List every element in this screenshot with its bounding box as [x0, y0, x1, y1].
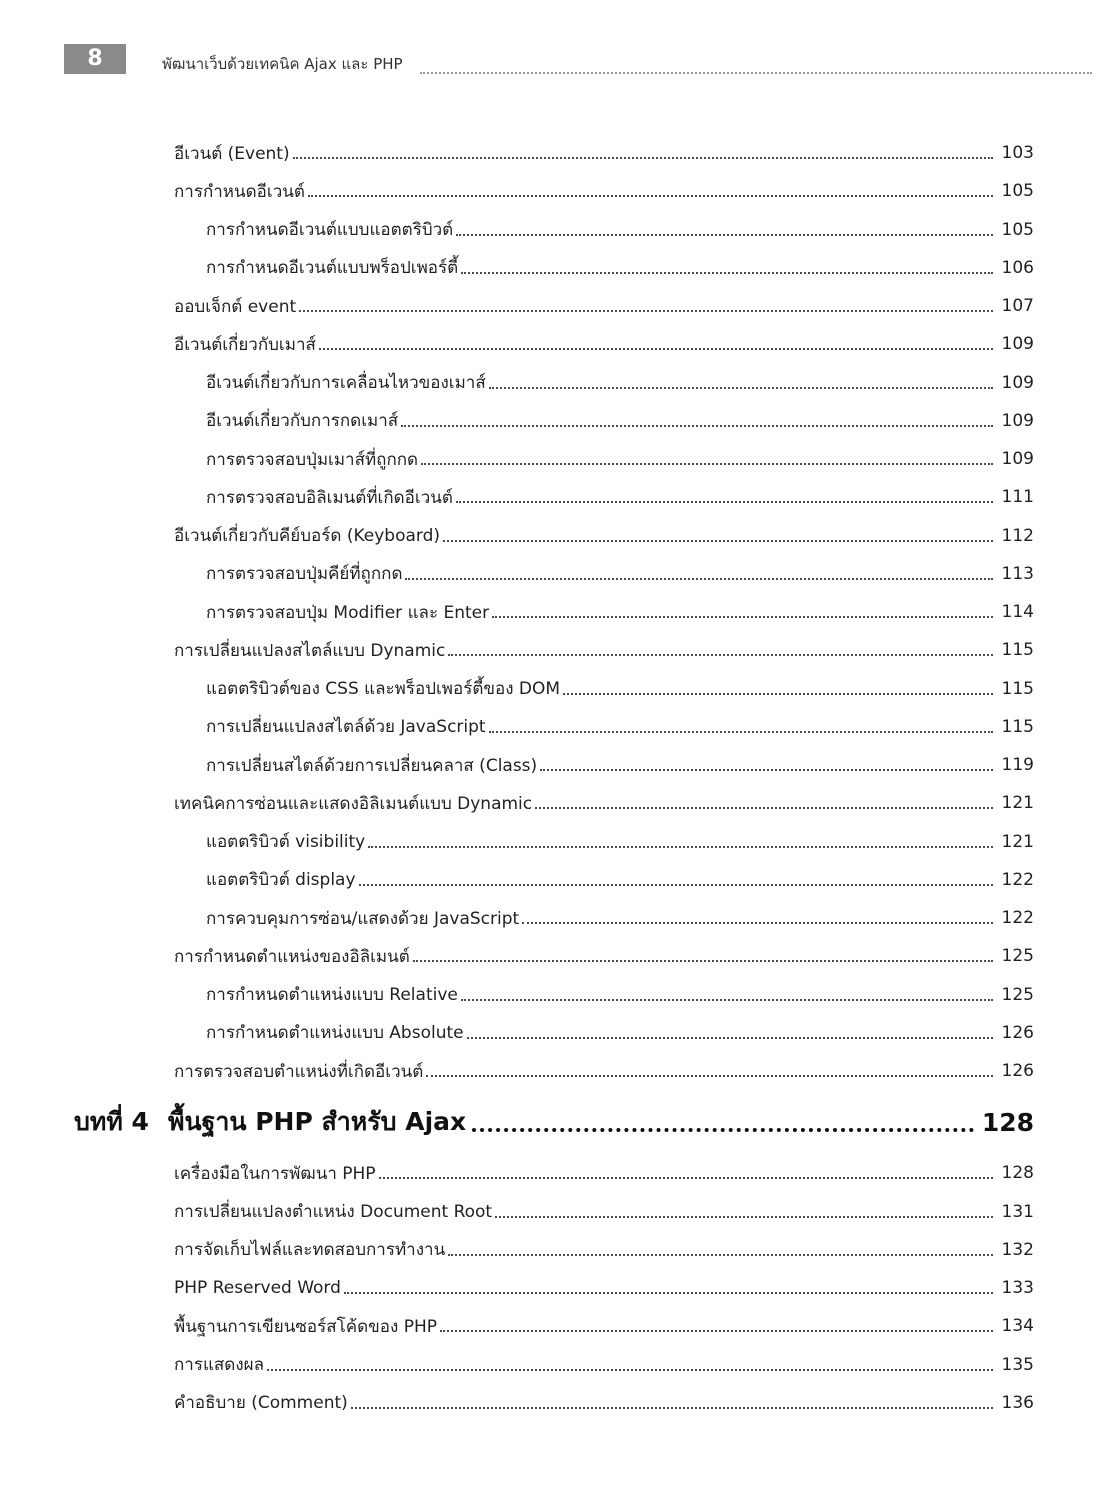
toc-entry-title: การตรวจสอบปุ่มเมาส์ที่ถูกกด: [206, 449, 419, 470]
toc-entry: [0, 1269, 1102, 1307]
toc-entry-page-number: 103: [1001, 143, 1034, 164]
toc-entry: [0, 746, 1102, 784]
dot-leader: [456, 500, 993, 503]
toc-entry-page-number: 109: [1001, 449, 1034, 470]
toc-entry-title: การควบคุมการซ่อน/แสดงด้วย JavaScript: [206, 908, 520, 929]
dot-leader: [443, 539, 993, 542]
dot-leader: [401, 424, 993, 427]
toc-entry-title: การกำหนดตำแหน่งแบบ Absolute: [206, 1023, 464, 1044]
dot-leader: [456, 233, 993, 236]
dot-leader: [448, 653, 993, 656]
toc-entry-page-number: 105: [1001, 181, 1034, 202]
toc-entry: [0, 440, 1102, 478]
toc-entry-page-number: 115: [1001, 678, 1034, 699]
toc-entry: [0, 708, 1102, 746]
dot-leader: [467, 1036, 993, 1039]
toc-entry: [0, 593, 1102, 631]
toc-entry-page-number: 135: [1001, 1354, 1034, 1375]
dot-leader: [351, 1406, 993, 1409]
toc-entry: [0, 211, 1102, 249]
toc-entry-title: เครื่องมือในการพัฒนา PHP: [174, 1163, 376, 1184]
dot-leader: [308, 194, 993, 197]
toc-entry-title: การจัดเก็บไฟล์และทดสอบการทำงาน: [174, 1240, 446, 1261]
dot-leader: [461, 998, 993, 1001]
dot-leader: [540, 768, 993, 771]
toc-entry-title: การตรวจสอบปุ่ม Modifier และ Enter: [206, 602, 490, 623]
toc-entry-title: อีเวนต์เกี่ยวกับเมาส์: [174, 334, 316, 355]
toc-entry: [0, 670, 1102, 708]
toc-entry-page-number: 119: [1001, 755, 1034, 776]
toc-entry-title: อีเวนต์เกี่ยวกับการกดเมาส์: [206, 411, 399, 432]
toc-entry-page-number: 105: [1001, 219, 1034, 240]
toc-entry-title: แอตตริบิวต์ของ CSS และพร็อปเพอร์ตี้ของ DOM: [206, 679, 561, 700]
toc-entry-page-number: 112: [1001, 525, 1034, 546]
toc-entry: [0, 172, 1102, 210]
toc-entry-title: การตรวจสอบตำแหน่งที่เกิดอีเวนต์: [174, 1061, 424, 1082]
toc-entry-title: การกำหนดอีเวนต์แบบแอตตริบิวต์: [206, 220, 454, 241]
dot-leader: [359, 883, 993, 886]
toc-entry-page-number: 125: [1001, 984, 1034, 1005]
toc-entry-page-number: 136: [1001, 1392, 1034, 1413]
toc-entry-page-number: 109: [1001, 410, 1034, 431]
dot-leader: [379, 1176, 993, 1179]
toc-entry-page-number: 109: [1001, 334, 1034, 355]
toc-entry-page-number: 115: [1001, 640, 1034, 661]
toc-entry-title: แอตตริบิวต์ visibility: [206, 832, 366, 853]
dot-leader: [426, 1074, 993, 1077]
toc-entry: [0, 364, 1102, 402]
chapter-title: พื้นฐาน PHP สำหรับ Ajax: [168, 1107, 467, 1137]
toc-entry-page-number: 134: [1001, 1316, 1034, 1337]
toc-entry-page-number: 111: [1001, 487, 1034, 508]
toc-entry: [0, 517, 1102, 555]
toc-entry-title: อีเวนต์เกี่ยวกับคีย์บอร์ด (Keyboard): [174, 526, 441, 547]
toc-section-chapter-3: [0, 134, 1102, 1090]
toc-entry-title: การแสดงผล: [174, 1355, 265, 1376]
dot-leader: [563, 692, 993, 695]
toc-entry-page-number: 126: [1001, 1061, 1034, 1082]
toc-entry: [0, 861, 1102, 899]
toc-entry-title: อีเวนต์ (Event): [174, 143, 290, 164]
toc-entry-title: อีเวนต์เกี่ยวกับการเคลื่อนไหวของเมาส์: [206, 373, 486, 394]
toc-entry-title: การเปลี่ยนแปลงสไตล์ด้วย JavaScript: [206, 717, 486, 738]
toc-entry-title: การตรวจสอบปุ่มคีย์ที่ถูกกด: [206, 564, 403, 585]
toc-entry: [0, 402, 1102, 440]
toc-entry-title: การตรวจสอบอิลิเมนต์ที่เกิดอีเวนต์: [206, 487, 453, 508]
toc-entry: [0, 325, 1102, 363]
toc-entry-title: การกำหนดอีเวนต์แบบพร็อปเพอร์ตี้: [206, 258, 459, 279]
page-header: [0, 44, 1102, 78]
chapter-page-number: 128: [981, 1107, 1034, 1137]
dot-leader: [293, 156, 993, 159]
toc-entry: [0, 1346, 1102, 1384]
dot-leader: [489, 730, 993, 733]
toc-entry-title: การกำหนดตำแหน่งของอิลิเมนต์: [174, 946, 410, 967]
toc-entry: [0, 249, 1102, 287]
toc-entry: [0, 784, 1102, 822]
toc-entry-page-number: 121: [1001, 793, 1034, 814]
dot-leader: [344, 1291, 993, 1294]
toc-entry-page-number: 132: [1001, 1239, 1034, 1260]
toc-entry-page-number: 115: [1001, 716, 1034, 737]
toc-entry-title: การเปลี่ยนแปลงตำแหน่ง Document Root: [174, 1202, 493, 1223]
toc-entry-page-number: 122: [1001, 908, 1034, 929]
toc-entry-title: การเปลี่ยนแปลงสไตล์แบบ Dynamic: [174, 640, 446, 661]
toc-entry: [0, 1384, 1102, 1422]
toc-entry: [0, 478, 1102, 516]
toc-entry-page-number: 121: [1001, 831, 1034, 852]
dot-leader: [448, 1253, 993, 1256]
dot-leader: [319, 347, 993, 350]
dot-leader: [535, 806, 993, 809]
table-of-contents: [0, 134, 1102, 1422]
toc-entry: [0, 937, 1102, 975]
toc-entry-title: PHP Reserved Word: [174, 1278, 341, 1299]
toc-entry-page-number: 125: [1001, 946, 1034, 967]
toc-entry: [0, 287, 1102, 325]
toc-entry-title: ออบเจ็กต์ event: [174, 296, 297, 317]
dot-leader: [489, 386, 993, 389]
toc-entry-page-number: 126: [1001, 1022, 1034, 1043]
chapter-heading: [0, 1090, 1102, 1154]
toc-entry-title: พื้นฐานการเขียนซอร์สโค้ดของ PHP: [174, 1316, 437, 1337]
toc-entry-page-number: 114: [1001, 602, 1034, 623]
page-number-badge: 8: [64, 44, 126, 74]
toc-entry-page-number: 107: [1001, 296, 1034, 317]
dot-leader: [440, 1329, 993, 1332]
toc-entry: [0, 1014, 1102, 1052]
toc-entry: [0, 1231, 1102, 1269]
toc-entry-title: การเปลี่ยนสไตล์ด้วยการเปลี่ยนคลาส (Class): [206, 755, 538, 776]
toc-entry: [0, 899, 1102, 937]
toc-entry: [0, 1154, 1102, 1192]
chapter-label: บทที่ 4: [74, 1107, 149, 1137]
toc-entry-title: การกำหนดอีเวนต์: [174, 181, 305, 202]
dot-leader: [522, 921, 993, 924]
toc-entry: [0, 631, 1102, 669]
toc-entry: [0, 1307, 1102, 1345]
dot-leader: [299, 309, 993, 312]
toc-entry: [0, 555, 1102, 593]
dot-leader: [495, 1215, 993, 1218]
dot-leader: [267, 1368, 993, 1371]
toc-entry: [0, 823, 1102, 861]
dot-leader: [461, 271, 993, 274]
toc-section-chapter-4: [0, 1154, 1102, 1422]
toc-entry: [0, 1193, 1102, 1231]
toc-entry-title: แอตตริบิวต์ display: [206, 870, 356, 891]
toc-entry-page-number: 133: [1001, 1278, 1034, 1299]
toc-entry-title: คำอธิบาย (Comment): [174, 1393, 348, 1414]
dot-leader: [421, 462, 993, 465]
toc-entry-page-number: 106: [1001, 257, 1034, 278]
toc-entry-page-number: 109: [1001, 372, 1034, 393]
dot-leader: [413, 959, 993, 962]
toc-entry-title: เทคนิคการซ่อนและแสดงอิลิเมนต์แบบ Dynamic: [174, 793, 533, 814]
toc-entry-page-number: 131: [1001, 1201, 1034, 1222]
dot-leader: [492, 615, 993, 618]
dot-leader: [472, 1127, 974, 1132]
header-dotted-rule: [420, 72, 1092, 74]
toc-entry: [0, 134, 1102, 172]
dot-leader: [368, 845, 993, 848]
toc-entry-page-number: 113: [1001, 563, 1034, 584]
toc-entry-title: การกำหนดตำแหน่งแบบ Relative: [206, 985, 458, 1006]
toc-entry-page-number: 128: [1001, 1163, 1034, 1184]
toc-entry: [0, 1052, 1102, 1090]
running-title: พัฒนาเว็บด้วยเทคนิค Ajax และ PHP: [162, 55, 403, 73]
toc-entry: [0, 976, 1102, 1014]
toc-entry-page-number: 122: [1001, 869, 1034, 890]
dot-leader: [405, 577, 993, 580]
